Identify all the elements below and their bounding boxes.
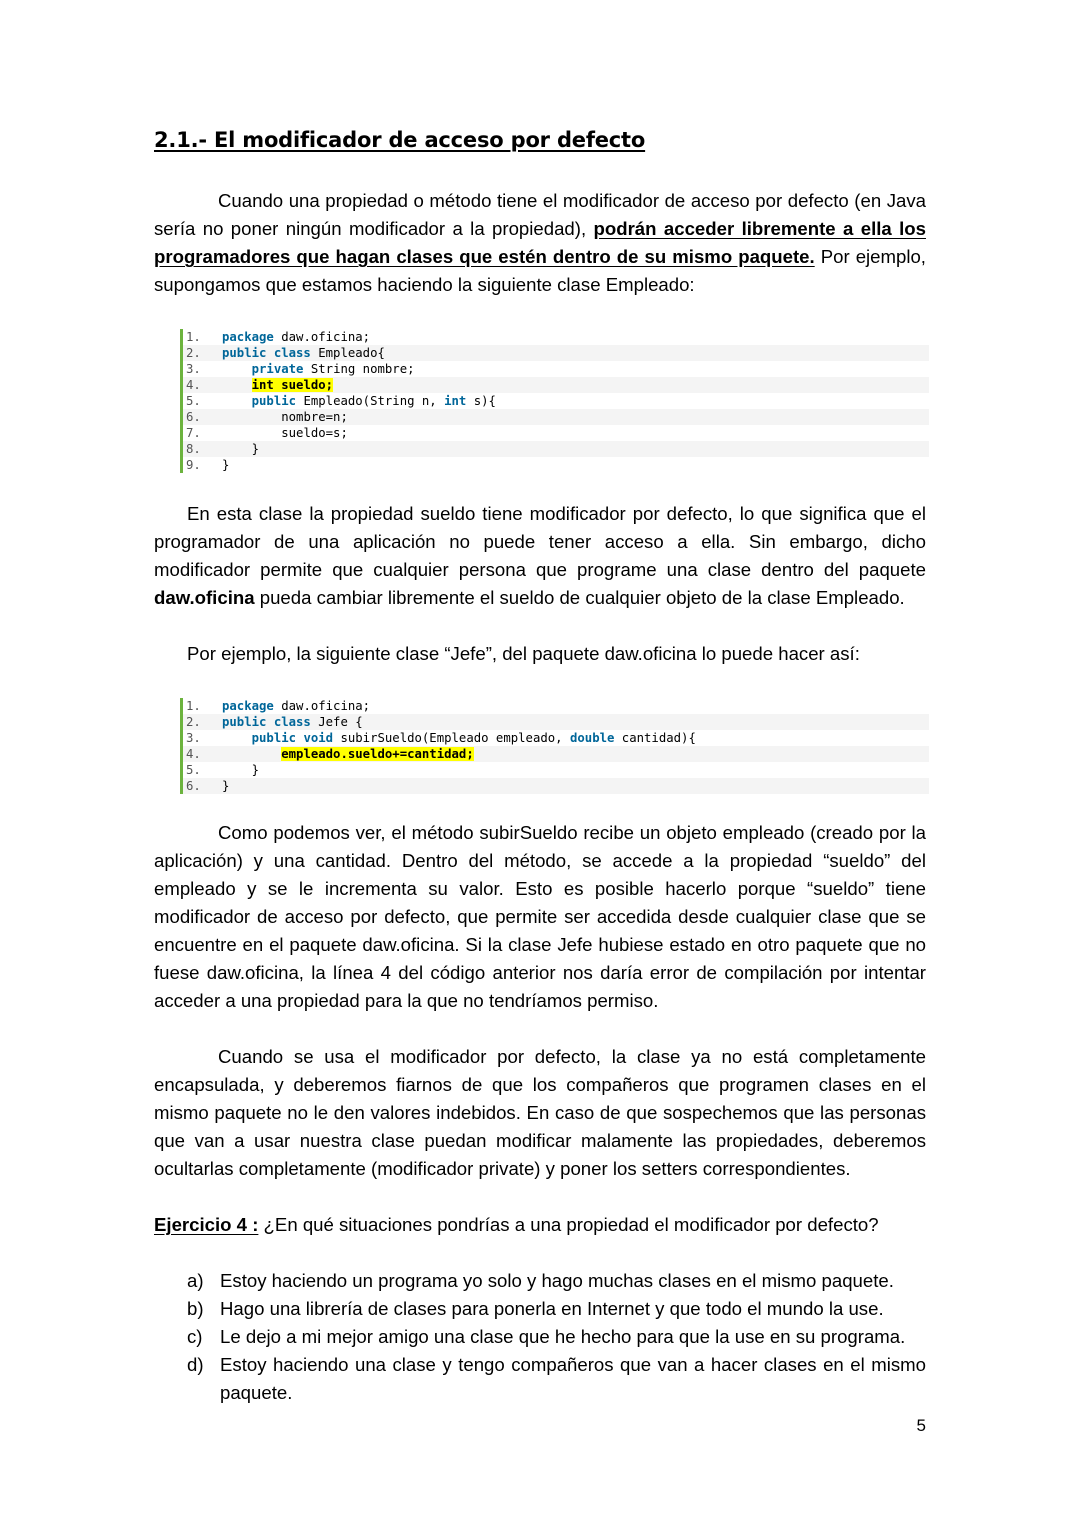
code-block-empleado xyxy=(180,329,929,473)
line-number: 1. xyxy=(186,330,201,344)
code-text xyxy=(222,377,333,393)
code1-line-9 xyxy=(183,457,929,473)
keyword: private xyxy=(251,362,304,376)
code-text: } xyxy=(222,779,230,793)
code1-line-6 xyxy=(183,409,929,425)
exercise-question-text: ¿En qué situaciones pondrías a una propiedad el modificador por defecto? xyxy=(258,1214,879,1235)
intro-text-2: Por ejemplo, supongamos que estamos haciendo la siguiente clase Empleado: xyxy=(154,246,926,295)
section-title: 2.1.- El modificador de acceso por defecto xyxy=(154,128,646,152)
code2-line-3 xyxy=(183,730,929,746)
option-a: a) Estoy haciendo un programa yo solo y hago muchas clases en el mismo paquete. xyxy=(187,1270,894,1291)
keyword: int xyxy=(444,394,467,408)
intro-emphasis: podrán acceder libremente a ella los programadores que hagan clases que estén dentro de su mismo paquete. xyxy=(154,218,926,267)
line-number: 7. xyxy=(186,426,201,440)
intro-text-1: Cuando una propiedad o método tiene el modificador de acceso por defecto (en Java sería no poner ningún modificador a la propiedad), xyxy=(154,190,926,239)
exercise-label: Ejercicio 4 : xyxy=(154,1214,259,1235)
page-content xyxy=(154,128,926,1407)
code-text: } xyxy=(251,442,260,456)
line-number: 5. xyxy=(186,763,201,777)
code1-line-1 xyxy=(183,329,929,345)
exercise-question xyxy=(154,1211,926,1239)
keyword: public xyxy=(251,394,297,408)
paragraph-explicacion: Como podemos ver, el método subirSueldo recibe un objeto empleado (creado por la aplicación) y una cantidad. Dentro del método, se accede a la propiedad “sueldo” del empleado y se le incrementa su valor. Esto es posible hacerlo porque “sueldo” tiene modificador de acceso por defecto, que permite ser accedida desde cualquier clase que se encuentre en el paquete daw.oficina. Si la clase Jefe hubiese estado en otro paquete que no fuese daw.oficina, la línea 4 del código anterior nos daría error de compilación por intentar acceder a una propiedad para la que no tendríamos permiso. xyxy=(154,822,926,1011)
code1-line-4 xyxy=(183,377,929,393)
para2-text-2: pueda cambiar libremente el sueldo de cualquier objeto de la clase Empleado. xyxy=(254,587,905,608)
line-number: 2. xyxy=(186,346,201,360)
line-number: 2. xyxy=(186,715,201,729)
line-number: 6. xyxy=(186,779,201,793)
code-text: nombre=n; xyxy=(281,410,348,424)
code-text: package daw.oficina; xyxy=(222,330,371,344)
paragraph-encapsulacion: Cuando se usa el modificador por defecto, la clase ya no está completamente encapsulada, y deberemos fiarnos de que los compañeros que programen clases en el mismo paquete no le den valores indebidos. En caso de que sospechemos que las personas que van a usar nuestra clase puedan modificar malamente las propiedades, deberemos ocultarlas completamente (modificador private) y poner los setters correspondientes. xyxy=(154,1046,926,1179)
keyword: public void xyxy=(251,731,334,745)
code2-line-1 xyxy=(183,698,929,714)
intro-paragraph xyxy=(154,187,926,299)
code1-line-2 xyxy=(183,345,929,361)
line-number: 5. xyxy=(186,394,201,408)
highlighted-code: empleado.sueldo+=cantidad; xyxy=(281,747,474,761)
code-text: public class Jefe { xyxy=(222,715,363,729)
keyword: public class xyxy=(222,715,311,729)
keyword: double xyxy=(569,731,615,745)
code-text: public Empleado(String n, int s){ xyxy=(251,394,496,408)
highlighted-code: int sueldo; xyxy=(251,378,334,392)
code-text xyxy=(222,746,474,762)
line-number: 6. xyxy=(186,410,201,424)
option-b: b) Hago una librería de clases para ponerla en Internet y que todo el mundo la use. xyxy=(187,1298,884,1319)
line-number: 4. xyxy=(186,378,201,392)
exercise-options xyxy=(154,1267,926,1407)
line-number: 3. xyxy=(186,362,201,376)
code1-line-3 xyxy=(183,361,929,377)
para2-text-1: En esta clase la propiedad sueldo tiene modificador por defecto, lo que significa que el programador de una aplicación no puede tener acceso a ella. Sin embargo, dicho modificador permite que cualquier persona que programe una clase dentro del paquete xyxy=(154,503,926,580)
keyword: public class xyxy=(222,346,311,360)
package-name-bold: daw.oficina xyxy=(154,587,255,608)
line-number: 4. xyxy=(186,747,201,761)
paragraph-sueldo xyxy=(154,500,926,612)
line-number: 1. xyxy=(186,699,201,713)
code-block-jefe xyxy=(180,698,929,794)
code1-line-5 xyxy=(183,393,929,409)
line-number: 3. xyxy=(186,731,201,745)
code-text: } xyxy=(251,763,260,777)
code2-line-4 xyxy=(183,746,929,762)
code-text: public class Empleado{ xyxy=(222,346,385,360)
page-number: 5 xyxy=(916,1416,926,1435)
code2-line-2 xyxy=(183,714,929,730)
line-number: 8. xyxy=(186,442,201,456)
keyword: package xyxy=(222,699,274,713)
code-text: package daw.oficina; xyxy=(222,699,371,713)
code-text: public void subirSueldo(Empleado empleado, double cantidad){ xyxy=(251,731,696,745)
code1-line-7 xyxy=(183,425,929,441)
code2-line-6 xyxy=(183,778,929,794)
code2-line-5 xyxy=(183,762,929,778)
paragraph-jefe-intro: Por ejemplo, la siguiente clase “Jefe”, del paquete daw.oficina lo puede hacer así: xyxy=(187,643,860,664)
code-text: } xyxy=(222,458,230,472)
keyword: package xyxy=(222,330,274,344)
line-number: 9. xyxy=(186,458,201,472)
option-c: c) Le dejo a mi mejor amigo una clase que he hecho para que la use en su programa. xyxy=(187,1326,906,1347)
code-text: private String nombre; xyxy=(251,362,415,376)
option-d: d) Estoy haciendo una clase y tengo compañeros que van a hacer clases en el mismo paquete. xyxy=(187,1354,926,1403)
code1-line-8 xyxy=(183,441,929,457)
code-text: sueldo=s; xyxy=(281,426,348,440)
